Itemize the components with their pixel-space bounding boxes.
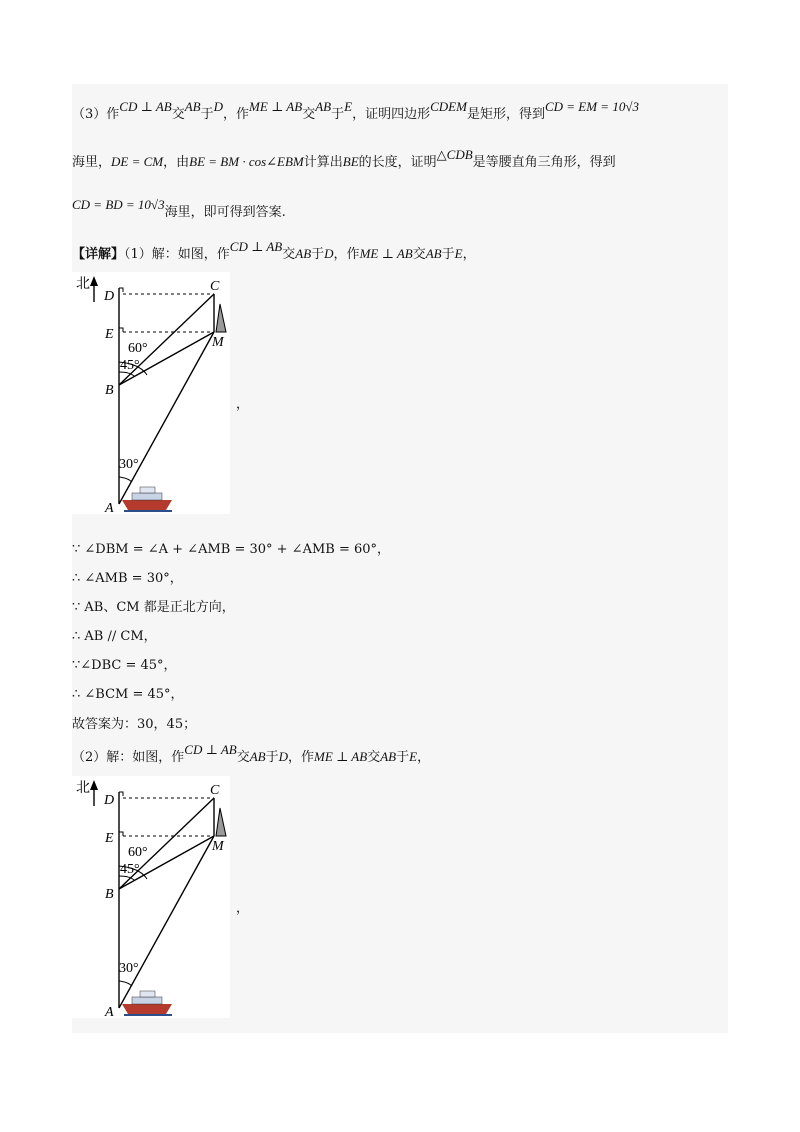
geometry-figure-1 [72, 272, 230, 514]
text: 交 [302, 107, 316, 122]
label-a: A [105, 501, 114, 514]
label-b: B [105, 383, 114, 398]
lighthouse-icon [216, 304, 226, 332]
north-arrowhead [90, 780, 98, 790]
math: AB [315, 99, 332, 114]
step-6: ∴ ∠BCM = 45°， [72, 687, 184, 702]
text: 于 [311, 247, 325, 262]
label-e: E [105, 831, 114, 846]
angle-label-45: 45° [120, 862, 140, 877]
text: 交 [171, 107, 185, 122]
step-4: ∴ AB // CM， [72, 629, 157, 644]
angle-label-30: 30° [119, 961, 139, 976]
math: D [213, 99, 224, 114]
ship-icon [122, 487, 172, 512]
label-c: C [210, 783, 220, 798]
text: 交 [367, 750, 381, 765]
math: CD ⊥ AB [229, 239, 283, 254]
figure-2-svg [72, 776, 230, 1018]
text: ， [417, 750, 431, 765]
math: CD = BD = 10√3 [72, 197, 165, 212]
math: E [454, 246, 463, 261]
step-1: ∵ ∠DBM = ∠A + ∠AMB = 30° + ∠AMB = 60°， [72, 542, 391, 557]
text: ，作 [333, 247, 360, 262]
part2-line [72, 742, 431, 767]
text: 于 [441, 247, 455, 262]
label-d: D [104, 793, 115, 808]
math: ME ⊥ AB [249, 99, 303, 114]
label-e: E [105, 327, 114, 342]
answer-line: 故答案为：30，45； [72, 717, 197, 732]
math: ME ⊥ AB [359, 246, 413, 261]
label-a: A [105, 1005, 114, 1018]
text: ，作 [223, 107, 250, 122]
text: 是矩形，得到 [466, 107, 545, 122]
north-label: 北 [76, 780, 90, 796]
step-2: ∴ ∠AMB = 30°， [72, 571, 183, 586]
math: D [324, 246, 334, 261]
math: D [278, 749, 289, 764]
math: E [344, 99, 353, 114]
math: E [409, 749, 418, 764]
ship-icon [122, 991, 172, 1016]
math: CD ⊥ AB [119, 99, 172, 114]
math: AB [249, 749, 266, 764]
text: 的长度，证明 [358, 155, 437, 170]
text: ，作 [288, 750, 315, 765]
text: （2）解：如图，作 [72, 750, 185, 765]
detail-heading: 【详解】 [72, 247, 125, 262]
math: BE = BM · cos∠EBM [189, 154, 304, 169]
analysis-line-2 [72, 147, 616, 172]
math: DE = CM [111, 154, 164, 169]
math: AB [380, 749, 397, 764]
label-m: M [212, 335, 224, 350]
analysis-line-3 [72, 197, 286, 222]
math: CDEM [430, 99, 467, 114]
step-3: ∵ AB、CM 都是正北方向， [72, 600, 235, 615]
text: 计算出 [303, 155, 343, 170]
north-label: 北 [76, 276, 90, 292]
math: △CDB [436, 147, 473, 162]
text: ，证明四边形 [352, 107, 431, 122]
detail-line-1 [72, 239, 476, 264]
math: ME ⊥ AB [314, 749, 368, 764]
label-d: D [104, 289, 115, 304]
text: 交 [412, 247, 426, 262]
angle-label-60: 60° [128, 845, 148, 860]
angle-label-45: 45° [120, 358, 140, 373]
math: AB [425, 246, 442, 261]
text: 于 [331, 107, 345, 122]
text: 海里，即可得到答案. [164, 205, 286, 220]
geometry-figure-2 [72, 776, 230, 1018]
text: 是等腰直角三角形，得到 [472, 155, 616, 170]
text: ，由 [163, 155, 190, 170]
label-c: C [210, 279, 220, 294]
text: 海里， [72, 155, 112, 170]
figure-2-comma: ， [236, 901, 250, 916]
angle-arc-30 [119, 477, 132, 482]
angle-label-30: 30° [119, 457, 139, 472]
text: 交 [282, 247, 296, 262]
figure-1-svg [72, 272, 230, 514]
label-m: M [212, 839, 224, 854]
math: AB [295, 246, 312, 261]
lighthouse-icon [216, 808, 226, 836]
angle-label-60: 60° [128, 341, 148, 356]
label-b: B [105, 887, 114, 902]
angle-arc-30 [119, 981, 132, 986]
text: 交 [236, 750, 250, 765]
text: 于 [200, 107, 214, 122]
figure-1-comma: ， [236, 397, 250, 412]
text: （3）作 [72, 107, 120, 122]
text: 于 [396, 750, 410, 765]
math: CD ⊥ AB [184, 742, 237, 757]
analysis-line-1 [72, 99, 639, 124]
step-5: ∵∠DBC = 45°， [72, 658, 177, 673]
math: CD = EM = 10√3 [544, 99, 639, 114]
math: AB [184, 99, 201, 114]
text: （1）解：如图，作 [124, 247, 230, 262]
text: 于 [265, 750, 279, 765]
text: ， [462, 247, 476, 262]
north-arrowhead [90, 276, 98, 286]
math: BE [342, 154, 359, 169]
